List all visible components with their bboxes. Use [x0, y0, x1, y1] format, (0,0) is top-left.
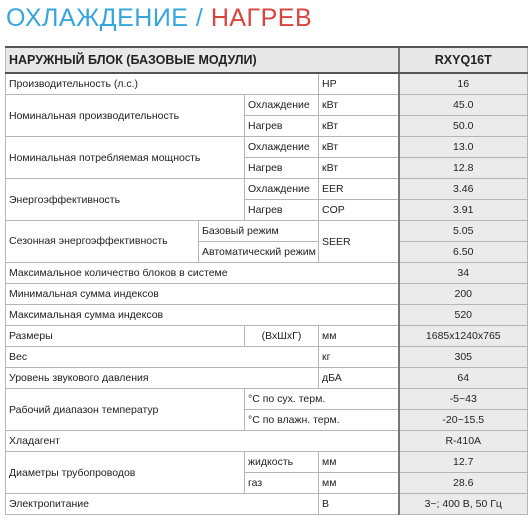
- row-mode: газ: [245, 473, 319, 494]
- table-row: [6, 431, 528, 452]
- row-unit: SEER: [319, 221, 399, 263]
- row-label: Хладагент: [6, 431, 399, 452]
- row-mode: Нагрев: [245, 158, 319, 179]
- table-row: [6, 389, 528, 410]
- row-label: Номинальная потребляемая мощность: [6, 137, 245, 179]
- row-value: 3.46: [399, 179, 528, 200]
- title-cooling: ОХЛАЖДЕНИЕ: [6, 4, 189, 32]
- row-unit: кВт: [319, 116, 399, 137]
- table-row: [6, 179, 528, 200]
- row-label: Энергоэффективность: [6, 179, 245, 221]
- row-unit: дБА: [319, 368, 399, 389]
- spec-table: [5, 46, 528, 515]
- row-unit: кг: [319, 347, 399, 368]
- table-row: [6, 347, 528, 368]
- row-label: Диаметры трубопроводов: [6, 452, 245, 494]
- row-value: 305: [399, 347, 528, 368]
- row-mode: жидкость: [245, 452, 319, 473]
- table-row: [6, 494, 528, 515]
- row-mode: Охлаждение: [245, 95, 319, 116]
- row-label: Максимальное количество блоков в системе: [6, 263, 399, 284]
- table-row: [6, 263, 528, 284]
- table-row: [6, 452, 528, 473]
- row-mode: Нагрев: [245, 200, 319, 221]
- row-label: Уровень звукового давления: [6, 368, 319, 389]
- row-mode: Автоматический режим: [199, 242, 319, 263]
- row-mode: Охлаждение: [245, 137, 319, 158]
- row-value: -20~15.5: [399, 410, 528, 431]
- row-label: Вес: [6, 347, 319, 368]
- row-unit: кВт: [319, 137, 399, 158]
- row-value: 6.50: [399, 242, 528, 263]
- row-unit: COP: [319, 200, 399, 221]
- row-value: 12.8: [399, 158, 528, 179]
- row-spec: (ВхШхГ): [245, 326, 319, 347]
- row-label: Производительность (л.с.): [6, 73, 319, 95]
- row-value: 12.7: [399, 452, 528, 473]
- table-row: [6, 305, 528, 326]
- row-value: 45.0: [399, 95, 528, 116]
- row-label: Рабочий диапазон температур: [6, 389, 245, 431]
- row-value: 520: [399, 305, 528, 326]
- row-unit: кВт: [319, 95, 399, 116]
- row-unit: мм: [319, 473, 399, 494]
- row-value: 50.0: [399, 116, 528, 137]
- table-header-row: [6, 47, 528, 73]
- row-value: 3~; 400 В, 50 Гц: [399, 494, 528, 515]
- table-row: [6, 368, 528, 389]
- page-title: [6, 4, 312, 33]
- row-mode: Нагрев: [245, 116, 319, 137]
- row-label: Минимальная сумма индексов: [6, 284, 399, 305]
- row-value: 13.0: [399, 137, 528, 158]
- row-value: -5~43: [399, 389, 528, 410]
- table-row: [6, 73, 528, 95]
- row-value: 1685х1240х765: [399, 326, 528, 347]
- row-unit: кВт: [319, 158, 399, 179]
- row-unit: мм: [319, 326, 399, 347]
- table-row: [6, 221, 528, 242]
- row-unit: В: [319, 494, 399, 515]
- row-label: Максимальная сумма индексов: [6, 305, 399, 326]
- row-value: 16: [399, 73, 528, 95]
- table-row: [6, 137, 528, 158]
- table-row: [6, 95, 528, 116]
- row-value: 5.05: [399, 221, 528, 242]
- table-header-label: НАРУЖНЫЙ БЛОК (БАЗОВЫЕ МОДУЛИ): [6, 47, 399, 73]
- row-value: 34: [399, 263, 528, 284]
- row-mode: Охлаждение: [245, 179, 319, 200]
- row-unit: HP: [319, 73, 399, 95]
- row-label: Размеры: [6, 326, 245, 347]
- row-value: 28.6: [399, 473, 528, 494]
- table-row: [6, 284, 528, 305]
- row-mode: Базовый режим: [199, 221, 319, 242]
- row-value: 200: [399, 284, 528, 305]
- table-header-model: RXYQ16T: [399, 47, 528, 73]
- title-heating: НАГРЕВ: [210, 4, 313, 32]
- table-row: [6, 326, 528, 347]
- row-value: R-410A: [399, 431, 528, 452]
- row-mode: °C по сух. терм.: [245, 389, 399, 410]
- title-separator: /: [195, 4, 204, 32]
- row-unit: EER: [319, 179, 399, 200]
- row-value: 3.91: [399, 200, 528, 221]
- row-label: Электропитание: [6, 494, 319, 515]
- row-mode: °C по влажн. терм.: [245, 410, 399, 431]
- row-value: 64: [399, 368, 528, 389]
- row-label: Номинальная производительность: [6, 95, 245, 137]
- row-unit: мм: [319, 452, 399, 473]
- row-label: Сезонная энергоэффективность: [6, 221, 199, 263]
